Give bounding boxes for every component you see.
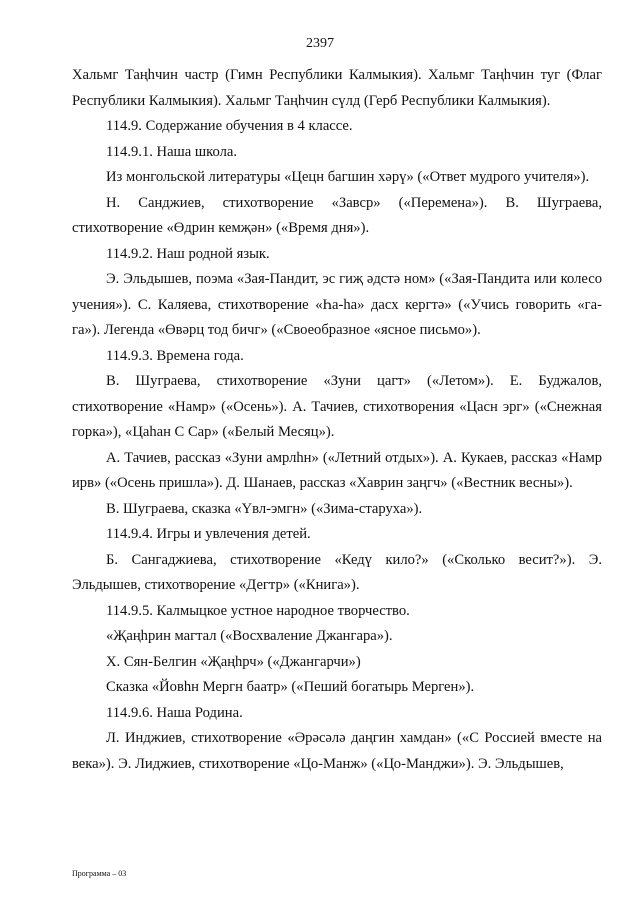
page-number: 2397 — [306, 36, 334, 51]
paragraph: «Җаңһрин магтал («Восхваление Джангара»). — [106, 628, 393, 644]
paragraph: А. Тачиев, рассказ «Зуни амрлһн» («Летний отдых»). А. Кукаев, рассказ «Намр ирв» («Осень пришла»). Д. Шанаев, рассказ «Хаврин заңгч» («Вестник весны»). — [72, 449, 602, 491]
paragraph: 114.9. Содержание обучения в 4 классе. — [106, 118, 353, 134]
paragraph: 114.9.4. Игры и увлечения детей. — [106, 526, 311, 542]
document-body — [72, 63, 602, 777]
paragraph: Э. Эльдышев, поэма «Зая-Пандит, эс гиҗ әдстә ном» («Зая-Пандита или колесо учения»). С. Каляева, стихотворение «Һа-һа» дасх кергтә» («Учись говорить «га-га»). Легенда «Өвәрц тод бичг» («Своеобразное «ясное письмо»). — [72, 271, 602, 338]
paragraph: 114.9.1. Наша школа. — [106, 143, 238, 160]
paragraph: 114.9.2. Наш родной язык. — [106, 245, 270, 262]
paragraph: Из монгольской литературы «Цецн багшин хәрү» («Ответ мудрого учителя»). — [106, 169, 590, 185]
paragraph: 114.9.6. Наша Родина. — [106, 704, 243, 721]
paragraph: В. Шуграева, сказка «Үвл-эмгн» («Зима-старуха»). — [106, 500, 423, 517]
paragraph: Б. Сангаджиева, стихотворение «Кедү кило?» («Сколько весит?»). Э. Эльдышев, стихотворение «Дегтр» («Книга»). — [72, 551, 602, 593]
paragraph: 114.9.5. Калмыцкое устное народное творчество. — [106, 602, 410, 619]
paragraph: В. Шуграева, стихотворение «Зуни цагт» («Летом»). Е. Буджалов, стихотворение «Намр» («Осень»). А. Тачиев, стихотворения «Цасн эрг» («Снежная горка»), «Цаһан С Сар» («Белый Месяц»). — [72, 373, 602, 440]
paragraph: Хальмг Таңһчин частр (Гимн Республики Калмыкия). Хальмг Таңһчин туг (Флаг Республики Калмыкия). Хальмг Таңһчин сүлд (Герб Республики Калмыкия). — [72, 67, 602, 109]
paragraph: Л. Инджиев, стихотворение «Әрәсәлә даңгин хамдан» («С Россией вместе на века»). Э. Лиджиев, стихотворение «Цо-Манж» («Цо-Манджи»). Э. Эльдышев, — [72, 730, 602, 772]
paragraph: Сказка «Йовһн Мергн баатр» («Пеший богатырь Мерген»). — [106, 679, 475, 695]
paragraph: 114.9.3. Времена года. — [106, 347, 244, 364]
page-footer: Программа – 03 — [72, 869, 127, 878]
paragraph: Х. Сян-Белгин «Җаңһрч» («Джангарчи») — [106, 653, 361, 670]
paragraph: Н. Санджиев, стихотворение «Завср» («Перемена»). В. Шуграева, стихотворение «Өдрин кемҗән» («Время дня»). — [72, 194, 602, 236]
